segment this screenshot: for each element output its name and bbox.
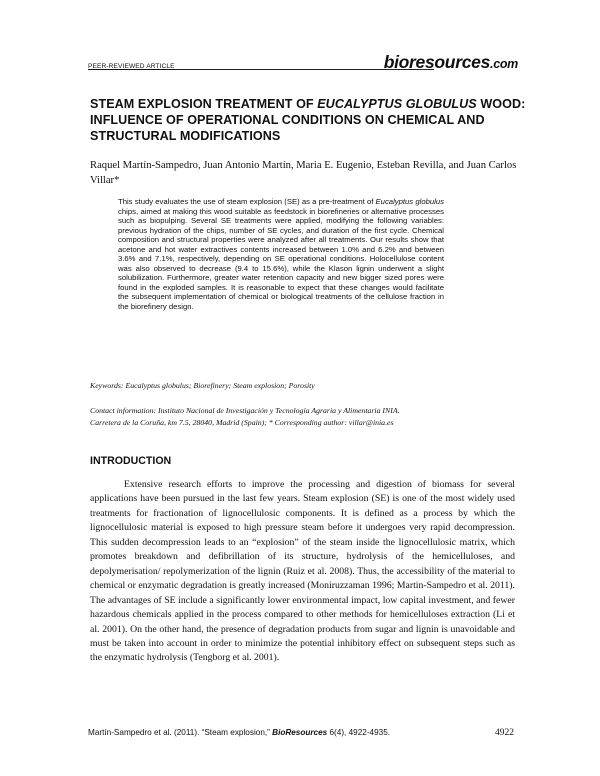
- keywords: Keywords: Eucalyptus globulus; Biorefinery; Steam explosion; Porosity: [90, 381, 315, 390]
- abstract-species: Eucalyptus globulus: [375, 197, 444, 206]
- contact-line-1: Contact information: Instituto Nacional de Investigación y Tecnología Agraria y Alimentaria INIA.: [90, 406, 400, 415]
- title-part1: STEAM EXPLOSION TREATMENT OF: [90, 97, 318, 111]
- logo-main: bioresources: [383, 51, 491, 72]
- journal-logo[interactable]: [383, 51, 518, 72]
- contact-line-2: Carretera de la Coruña, km 7.5, 28040, Madrid (Spain); * Corresponding author: villar@inia.es: [90, 417, 394, 427]
- logo-suffix: .com: [490, 56, 518, 71]
- page-footer: [88, 727, 514, 739]
- article-type-label: PEER-REVIEWED ARTICLE: [88, 63, 175, 70]
- page-number: 4922: [495, 728, 514, 738]
- introduction-paragraph: Extensive research efforts to improve the processing and digestion of biomass for several applications have been pursued in the last few years. Steam explosion (SE) is one of the most widely used treatments for fractionation of lignocellulosic components. It is defined as a process by which the lignocellulosic material is exposed to high pressure steam before it undergoes very rapid decompression. This sudden decompression leads to an “explosion” of the steam inside the lignocellulosic matrix, which promotes breakdown and defibrillation of its structure, hydrolysis of the hemicelluloses, and depolymerisation/ repolymerization of the lignin (Ruiz et al. 2008). Thus, the accessibility of the material to chemical or enzymatic degradation is greatly increased (Moniruzzaman 1996; Martin-Sampedro et al. 2011). The advantages of SE include a significantly lower environmental impact, low capital investment, and fewer hazardous chemicals applied in the process compared to other methods for hemicelluloses extraction (Li et al. 2001). On the other hand, the presence of degradation products from sugar and lignin is unavoidable and must be taken into account in order to minimize the potential inhibitory effect on subsequent steps such as the enzymatic hydrolysis (Tengborg et al. 2001).: [90, 479, 515, 664]
- title-species: EUCALYPTUS GLOBULUS: [317, 97, 477, 111]
- abstract: [118, 197, 444, 312]
- title-part2: WOOD: INFLUENCE OF OPERATIONAL CONDITIONS ON CHEMICAL AND STRUCTURAL MODIFICATIONS: [90, 97, 526, 143]
- abstract-part1: This study evaluates the use of steam explosion (SE) as a pre-treatment of: [118, 197, 376, 206]
- citation-part1: Martín-Sampedro et al. (2011). “Steam explosion,”: [88, 728, 273, 737]
- article-title: [90, 96, 530, 144]
- author-list: Raquel Martín-Sampedro, Juan Antonio Martín, Maria E. Eugenio, Esteban Revilla, and Juan Carlos Villar*: [90, 160, 517, 186]
- contact-information: [90, 405, 530, 428]
- abstract-part2: chips, aimed at making this wood suitable as feedstock in biorefineries or alternative processes such as biopulping. Several SE treatments were applied, modifying the following variables: previous hydration of the chips, number of SE cycles, and duration of the first cycle. Chemical composition and structural properties were analyzed after all treatments. Our results show that acetone and hot water extractives contents increased between 1.0% and 6.2% and between 3.6% and 7.1%, respectively, depending on SE operational conditions. Holocellulose content was also observed to decrease (9.4 to 15.6%), while the Klason lignin underwent a slight solubilization. Furthermore, greater water retention capacity and new bigger sized pores were found in the exploded samples. It is reasonable to expect that these changes would facilitate the subsequent implementation of chemical or biological treatments of the cellulose fraction in the biorefinery design.: [118, 206, 444, 312]
- citation-journal: BioResources: [272, 728, 328, 737]
- footer-citation: [88, 727, 390, 739]
- section-heading-introduction: INTRODUCTION: [90, 455, 172, 467]
- citation-part2: 6(4), 4922-4935.: [327, 728, 391, 737]
- page-header: [88, 52, 518, 74]
